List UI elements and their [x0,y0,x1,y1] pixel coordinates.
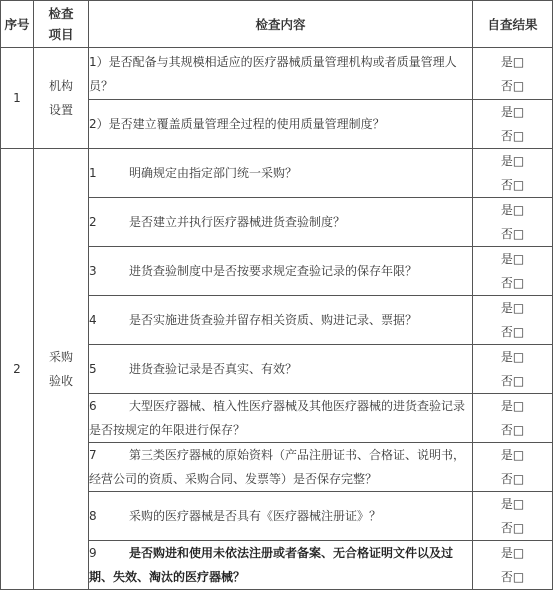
check-content [89,394,473,443]
header-row [1,1,553,48]
section-number: 1 [1,48,34,149]
yes-checkbox[interactable]: 是□ [500,54,525,69]
result-cell [473,198,553,247]
no-checkbox[interactable]: 否□ [500,521,525,535]
yes-checkbox[interactable]: 是□ [500,252,525,266]
yes-checkbox[interactable]: 是□ [500,203,525,217]
section-number: 2 [1,149,34,590]
no-checkbox[interactable]: 否□ [500,129,525,143]
result-cell [473,541,553,590]
result-cell [473,149,553,198]
result-cell [473,296,553,345]
table-row [1,48,553,100]
no-checkbox[interactable]: 否□ [500,374,525,388]
item-text: 采购的医疗器械是否具有《医疗器械注册证》？ [129,509,382,523]
yes-checkbox[interactable]: 是□ [500,546,525,560]
no-checkbox[interactable]: 否□ [500,276,525,290]
item-number: 3 [89,264,97,278]
check-content [89,345,473,394]
no-checkbox[interactable]: 否□ [500,423,525,437]
item-number: 5 [89,362,97,376]
table-row [1,149,553,198]
item-number: 8 [89,509,97,523]
check-content [89,492,473,541]
item-text: 大型医疗器械、植入性医疗器械及其他医疗器械的进货查验记录是否按规定的年限进行保存？ [89,399,466,437]
item-number: 2 [89,215,97,229]
item-text: 第三类医疗器械的原始资料（产品注册证书、合格证、说明书，经营公司的资质、采购合同、发票等）是否保存完整？ [89,448,466,486]
item-number: 1 [89,166,97,180]
check-content [89,443,473,492]
yes-checkbox[interactable]: 是□ [500,399,525,413]
no-checkbox[interactable]: 否□ [500,472,525,486]
result-cell [473,443,553,492]
result-cell [473,247,553,296]
yes-checkbox[interactable]: 是□ [500,301,525,315]
item-text: 2）是否建立覆盖质量管理全过程的使用质量管理制度？ [89,117,385,131]
item-text: 是否实施进货查验并留存相关资质、购进记录、票据？ [129,313,418,327]
yes-checkbox[interactable]: 是□ [500,350,525,364]
item-number: 7 [89,448,97,462]
result-cell [473,345,553,394]
no-checkbox[interactable]: 否□ [500,78,525,93]
yes-checkbox[interactable]: 是□ [500,105,525,119]
item-text: 进货查验记录是否真实、有效？ [129,362,298,376]
item-number: 4 [89,313,97,327]
result-cell [473,492,553,541]
no-checkbox[interactable]: 否□ [500,227,525,241]
yes-checkbox[interactable]: 是□ [500,497,525,511]
item-text: 是否购进和使用未依法注册或者备案、无合格证明文件以及过期、失效、淘汰的医疗器械？ [89,546,454,584]
item-text: 明确规定由指定部门统一采购？ [129,166,298,180]
check-content [89,541,473,590]
check-content [89,296,473,345]
header-content: 检查内容 [89,1,473,48]
result-cell [473,100,553,149]
check-content [89,48,473,100]
item-number: 9 [89,546,97,560]
item-text: 进货查验制度中是否按要求规定查验记录的保存年限？ [129,264,418,278]
no-checkbox[interactable]: 否□ [500,325,525,339]
no-checkbox[interactable]: 否□ [500,178,525,192]
result-cell [473,48,553,100]
section-category: 采购验收 [34,149,89,590]
check-content [89,149,473,198]
no-checkbox[interactable]: 否□ [500,570,525,584]
check-content [89,100,473,149]
result-cell [473,394,553,443]
yes-checkbox[interactable]: 是□ [500,154,525,168]
item-text: 1）是否配备与其规模相适应的医疗器械质量管理机构或者质量管理人员？ [89,54,457,93]
item-number: 6 [89,399,97,413]
header-result: 自查结果 [473,1,553,48]
check-content [89,247,473,296]
item-text: 是否建立并执行医疗器械进货查验制度？ [129,215,346,229]
section-category: 机构设置 [34,48,89,149]
header-item: 检查项目 [34,1,89,48]
header-no: 序号 [1,1,34,48]
yes-checkbox[interactable]: 是□ [500,448,525,462]
check-content [89,198,473,247]
